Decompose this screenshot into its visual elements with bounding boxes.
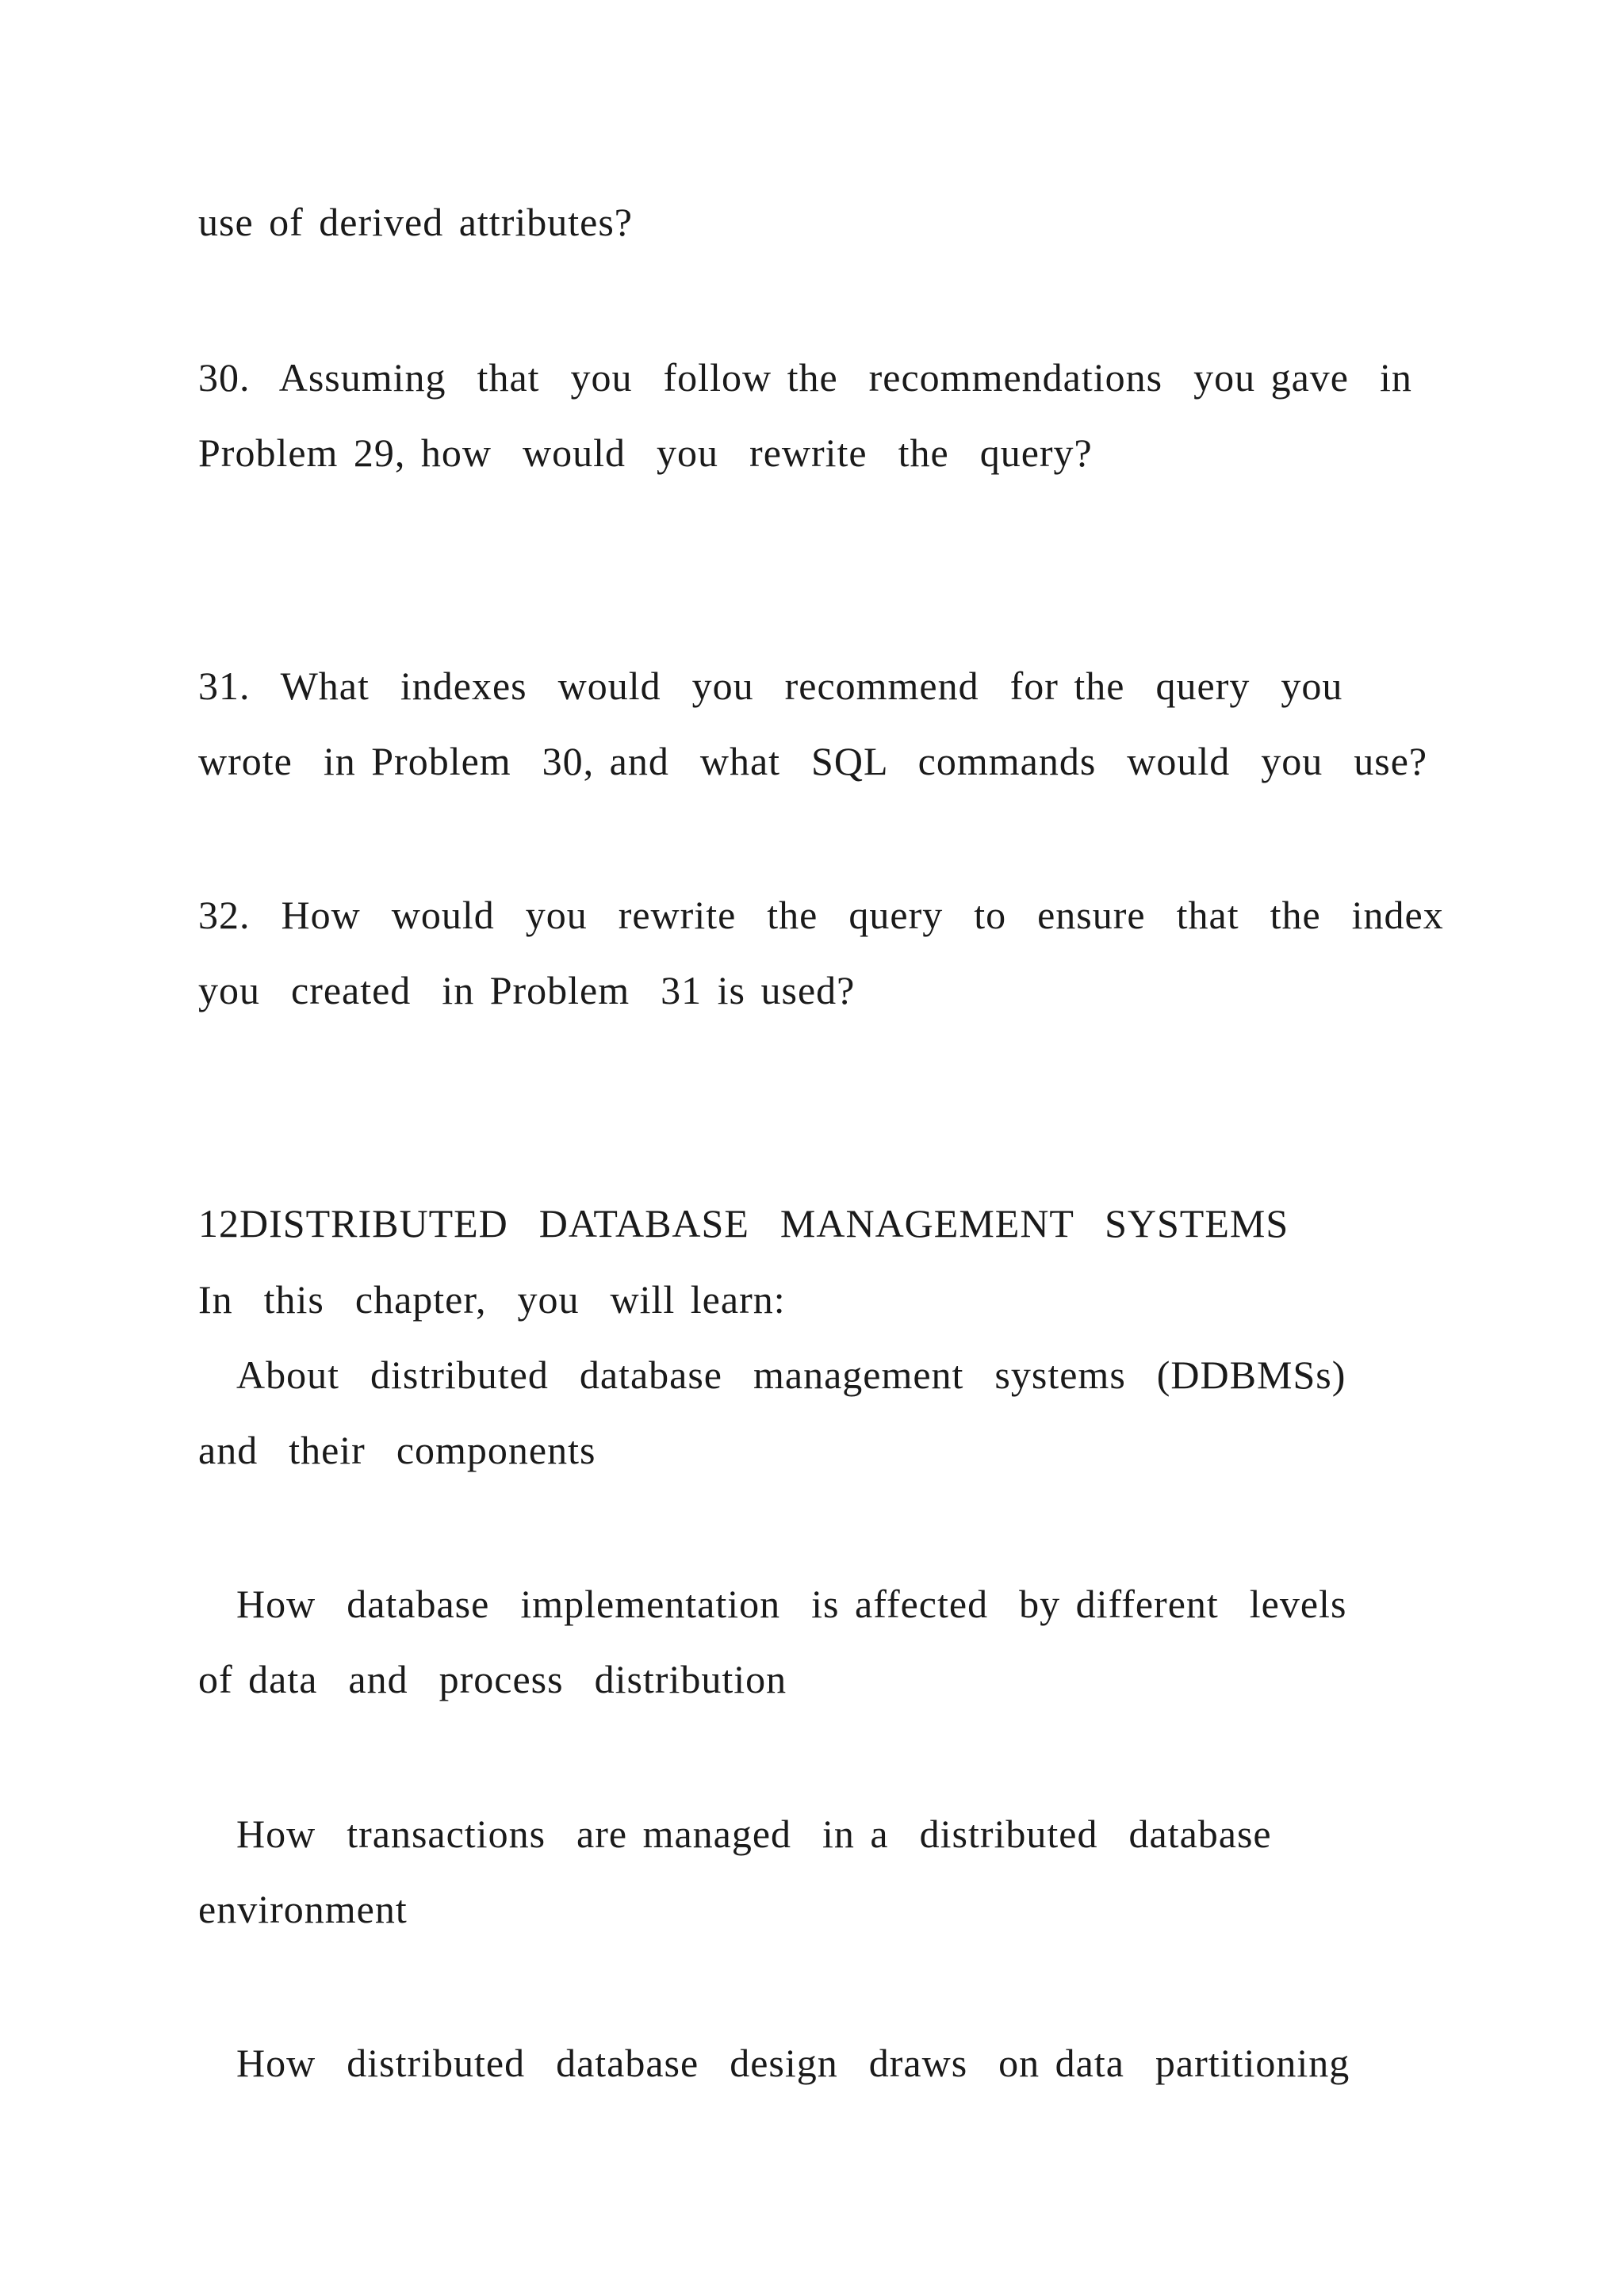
- objective-1-line-2: and their components: [198, 1428, 596, 1472]
- objective-2-line-2: of data and process distribution: [198, 1657, 787, 1701]
- chapter-intro: In this chapter, you will learn:: [198, 1277, 786, 1322]
- chapter-title: 12DISTRIBUTED DATABASE MANAGEMENT SYSTEMS: [198, 1201, 1289, 1246]
- objective-1-line-1: About distributed database management systems (DDBMSs): [236, 1353, 1346, 1397]
- question-32-line-2: you created in Problem 31 is used?: [198, 968, 856, 1012]
- question-30-line-2: Problem 29, how would you rewrite the query?: [198, 430, 1093, 475]
- question-30-line-1: 30. Assuming that you follow the recommendations you gave in: [198, 355, 1412, 400]
- objective-3-line-2: environment: [198, 1887, 408, 1931]
- text-line: use of derived attributes?: [198, 200, 633, 244]
- objective-3-line-1: How transactions are managed in a distributed database: [236, 1812, 1272, 1856]
- objective-2-line-1: How database implementation is affected by different levels: [236, 1582, 1347, 1626]
- question-32-line-1: 32. How would you rewrite the query to ensure that the index: [198, 893, 1444, 937]
- question-31-line-2: wrote in Problem 30, and what SQL commands would you use?: [198, 739, 1428, 783]
- objective-4-line-1: How distributed database design draws on data partitioning: [236, 2041, 1350, 2085]
- question-31-line-1: 31. What indexes would you recommend for the query you: [198, 664, 1343, 708]
